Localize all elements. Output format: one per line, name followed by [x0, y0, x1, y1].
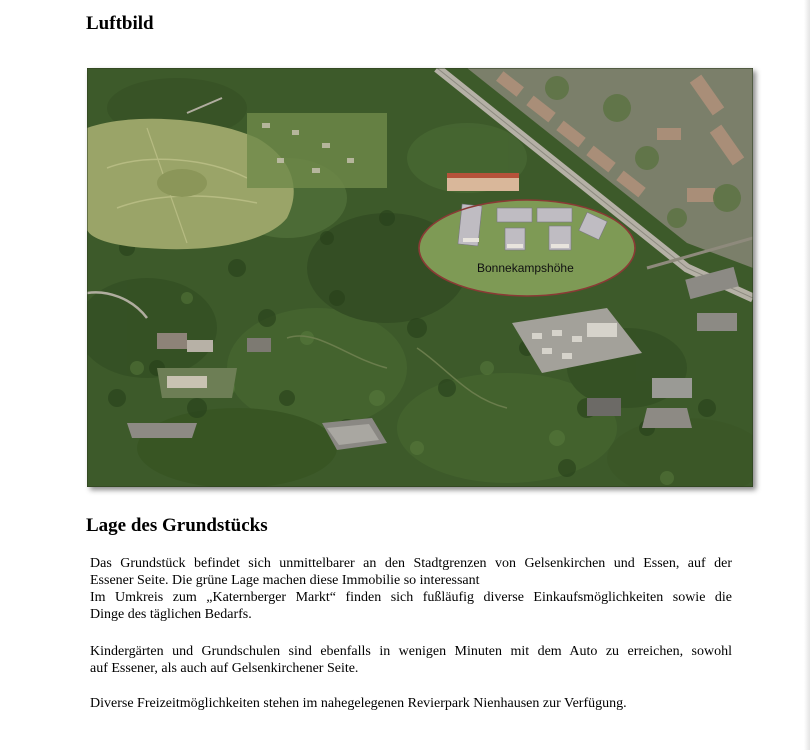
- text-line: Kindergärten und Grundschulen sind ebenfalls in wenigen Minuten mit dem Auto zu erreichen, sowohl: [90, 644, 732, 659]
- text-line: Im Umkreis zum „Katernberger Markt“ finden sich fußläufig diverse Einkaufsmöglichkeiten sowie die: [90, 590, 732, 605]
- text-line: Essener Seite. Die grüne Lage machen diese Immobilie so interessant: [90, 573, 480, 588]
- paragraph-leisure: [90, 695, 732, 712]
- aerial-photo-drawing: [87, 68, 753, 487]
- map-label-bonnekampshoehe: Bonnekampshöhe: [477, 261, 574, 275]
- text-line: Diverse Freizeitmöglichkeiten stehen im nahegelegenen Revierpark Nienhausen zur Verfügung.: [90, 696, 627, 711]
- aerial-photo: [87, 68, 753, 487]
- paragraph-location: [90, 555, 732, 623]
- text-line: auf Essener, als auch auf Gelsenkirchener Seite.: [90, 661, 359, 676]
- section-title-lage: Lage des Grundstücks: [86, 515, 268, 536]
- section-title-luftbild: Luftbild: [86, 13, 154, 34]
- text-line: Das Grundstück befindet sich unmittelbarer an den Stadtgrenzen von Gelsenkirchen und Essen, auf der: [90, 556, 732, 571]
- paragraph-schools: [90, 643, 732, 677]
- page-edge-shadow: [804, 0, 810, 750]
- text-line: Dinge des täglichen Bedarfs.: [90, 607, 252, 622]
